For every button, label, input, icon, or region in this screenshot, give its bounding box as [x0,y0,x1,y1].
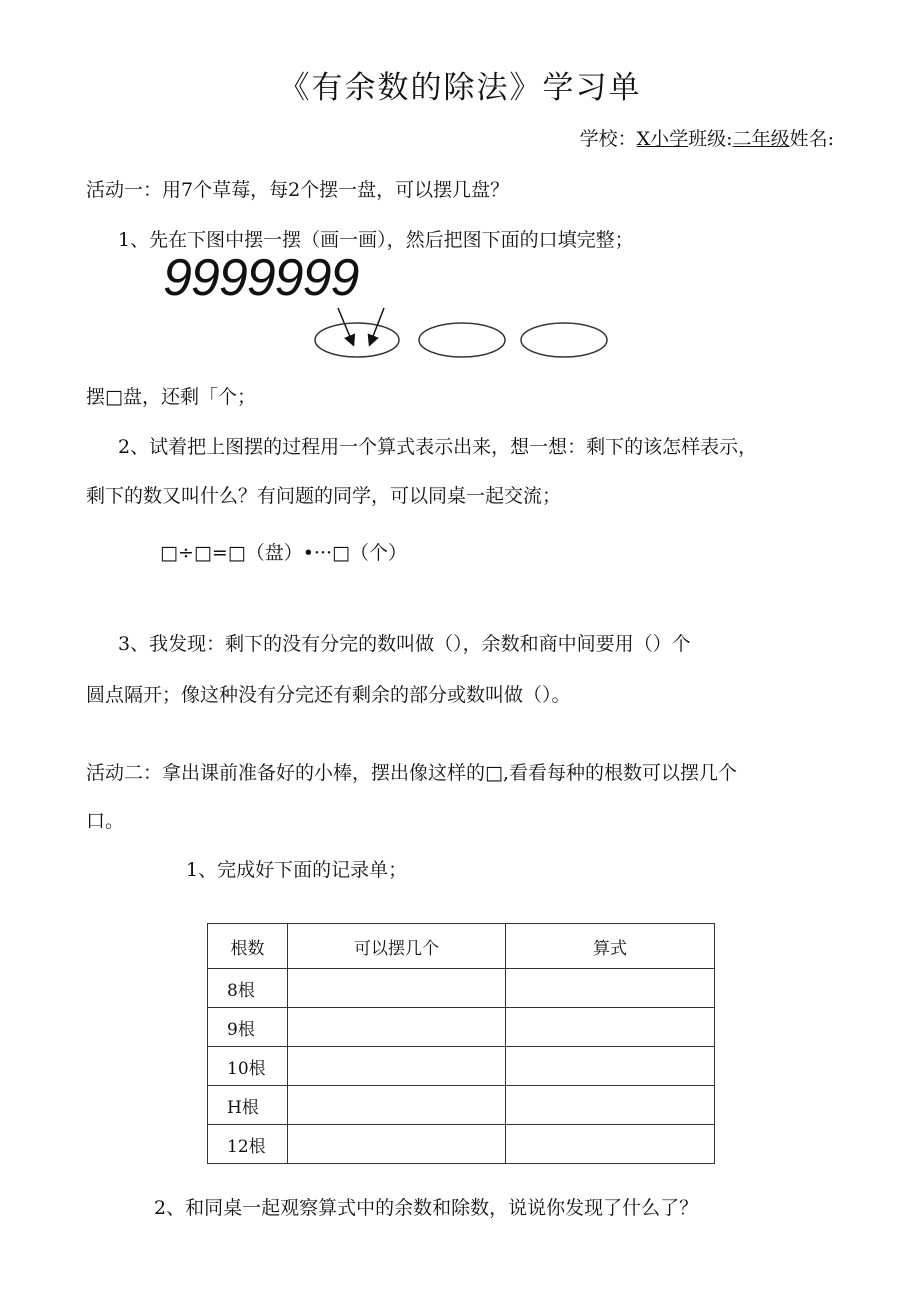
formula-cell[interactable] [506,969,715,1008]
record-table [207,923,715,1164]
header-cell-formula: 算式 [506,924,715,969]
activity1-step2-line2: 剩下的数又叫什么？有问题的同学，可以同桌一起交流； [86,485,562,507]
activity1-step3-line1: 3、我发现：剩下的没有分完的数叫做（），余数和商中间要用（）个 [118,633,691,655]
answer-cell[interactable] [288,1086,506,1125]
activity2-step1: 1、完成好下面的记录单； [186,859,408,881]
sticks-cell: 9根 [208,1008,288,1047]
school-label: 学校： [579,128,637,150]
activity1-step3-line2: 圆点隔开；像这种没有分完还有剩余的部分或数叫做（）。 [86,684,571,706]
plate-1 [315,323,399,357]
answer-cell[interactable] [288,1008,506,1047]
header-cell-count: 根数 [208,924,288,969]
formula-cell[interactable] [506,1008,715,1047]
activity1-step2-line1: 2、试着把上图摆的过程用一个算式表示出来，想一想：剩下的该怎样表示， [118,436,758,458]
table-row [208,969,715,1008]
answer-cell[interactable] [288,1047,506,1086]
answer-cell[interactable] [288,1125,506,1164]
formula-cell[interactable] [506,1125,715,1164]
activity2-step2: 2、和同桌一起观察算式中的余数和除数，说说你发现了什么了？ [154,1197,699,1219]
class-label: 班级: [688,128,733,150]
arrow-1 [338,308,353,344]
page-title: 《有余数的除法》学习单 [278,70,642,106]
activity1-heading: 活动一：用7个草莓，每2个摆一盘，可以摆几盘？ [86,179,510,201]
fill-line: 摆□盘，还剩「个； [86,386,256,408]
formula-cell[interactable] [506,1047,715,1086]
activity1-step1: 1、先在下图中摆一摆（画一画），然后把图下面的口填完整； [118,229,634,251]
header-cell-how-many: 可以摆几个 [288,924,506,969]
answer-cell[interactable] [288,969,506,1008]
sticks-cell: 12根 [208,1125,288,1164]
table-row [208,1086,715,1125]
formula-template: □÷□=□（盘）•···□（个） [160,542,407,564]
name-label: 姓名: [789,128,834,150]
plate-2 [419,323,505,357]
table-row [208,1008,715,1047]
formula-cell[interactable] [506,1086,715,1125]
student-info [580,124,834,151]
table-row [208,1125,715,1164]
activity2-heading-line1: 活动二：拿出课前准备好的小棒，摆出像这样的□,看看每种的根数可以摆几个 [86,762,737,784]
table-row [208,1047,715,1086]
activity2-heading-line2: 口。 [86,810,125,832]
plates-diagram [300,300,620,370]
strawberry-digits: 9999999 [163,249,359,307]
class-value: 二年级 [732,128,790,150]
sticks-cell: H根 [208,1086,288,1125]
sticks-cell: 8根 [208,969,288,1008]
plate-3 [521,323,607,357]
sticks-cell: 10根 [208,1047,288,1086]
school-value: X小学 [636,128,689,150]
table-header-row [208,924,715,969]
